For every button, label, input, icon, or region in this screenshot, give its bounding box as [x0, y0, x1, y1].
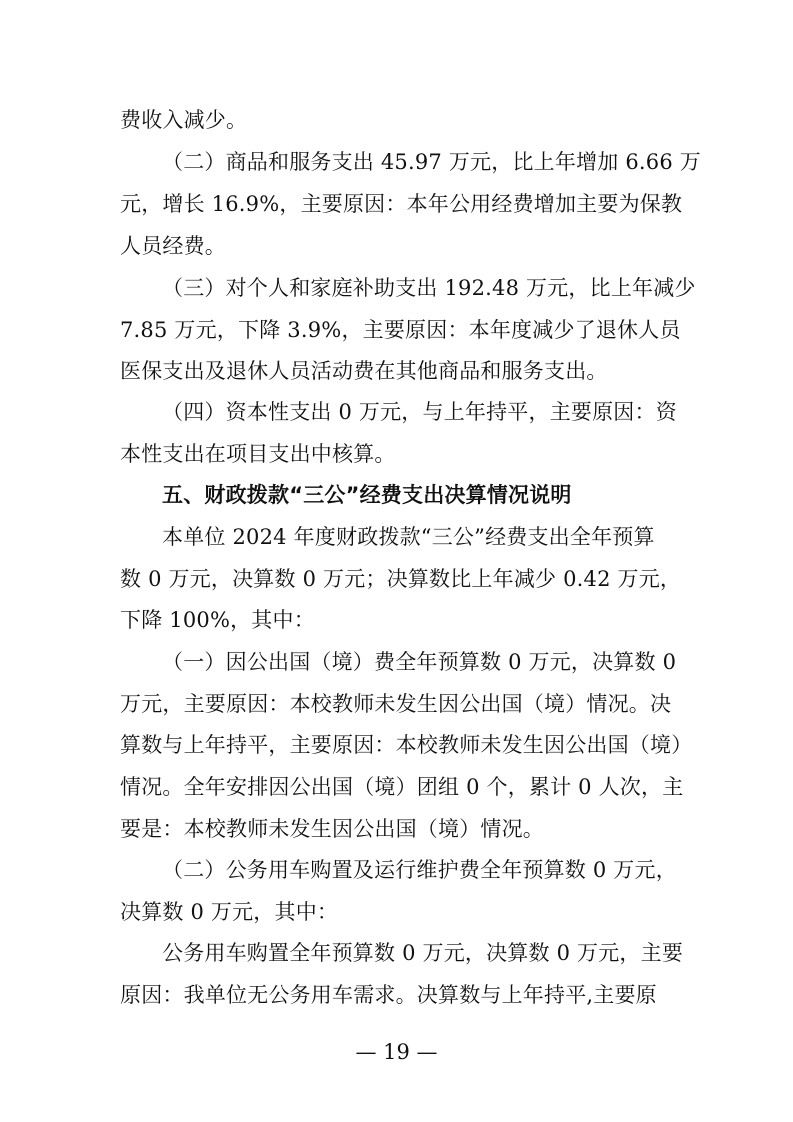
paragraph-line: 医保支出及退休人员活动费在其他商品和服务支出。 [120, 359, 608, 383]
paragraph-line: 元，增长 16.9%，主要原因：本年公用经费增加主要为保教 [120, 192, 683, 216]
paragraph-line: 要是：本校教师未发生因公出国（境）情况。 [120, 817, 544, 841]
paragraph-line: 公务用车购置全年预算数 0 万元，决算数 0 万元，主要 [162, 941, 684, 965]
section-heading: 五、财政拨款“三公”经费支出决算情况说明 [162, 483, 572, 507]
paragraph-line: 下降 100%，其中： [120, 608, 315, 632]
paragraph-line: 算数与上年持平，主要原因：本校教师未发生因公出国（境） [120, 733, 693, 757]
paragraph-line: 决算数 0 万元，其中： [120, 900, 339, 924]
paragraph-line: （三）对个人和家庭补助支出 192.48 万元，比上年减少 [162, 276, 696, 300]
paragraph-line: 费收入减少。 [120, 108, 248, 132]
page-number: — 19 — [355, 1040, 438, 1064]
paragraph-line: （二）公务用车购置及运行维护费全年预算数 0 万元， [162, 858, 677, 882]
paragraph-line: 本性支出在项目支出中核算。 [120, 442, 396, 466]
paragraph-line: 数 0 万元，决算数 0 万元；决算数比上年减少 0.42 万元， [120, 567, 682, 591]
paragraph-line: 情况。全年安排因公出国（境）团组 0 个，累计 0 人次，主 [120, 775, 684, 799]
paragraph-line: （四）资本性支出 0 万元，与上年持平，主要原因：资 [162, 400, 677, 424]
paragraph-line: 人员经费。 [120, 234, 226, 258]
paragraph-line: （一）因公出国（境）费全年预算数 0 万元，决算数 0 [162, 650, 677, 674]
paragraph-line: 7.85 万元，下降 3.9%，主要原因：本年度减少了退休人员 [120, 318, 681, 342]
paragraph-line: （二）商品和服务支出 45.97 万元，比上年增加 6.66 万 [162, 150, 701, 174]
paragraph-line: 万元，主要原因：本校教师未发生因公出国（境）情况。决 [120, 692, 672, 716]
paragraph-line: 原因：我单位无公务用车需求。决算数与上年持平,主要原 [120, 983, 657, 1007]
paragraph-line: 本单位 2024 年度财政拨款“三公”经费支出全年预算 [162, 525, 655, 549]
